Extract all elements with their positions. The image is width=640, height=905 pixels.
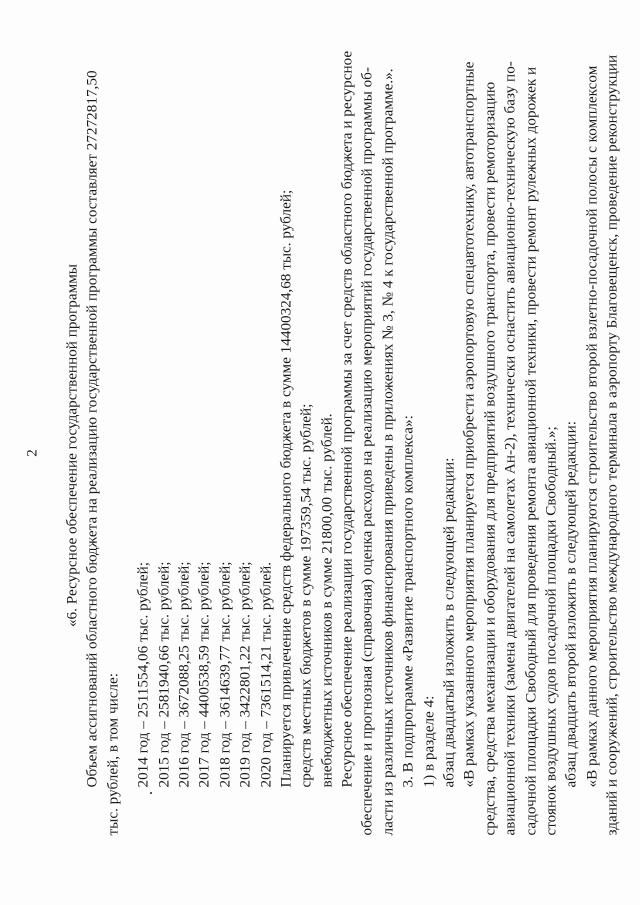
section-title: «6. Ресурсное обеспечение государственной программы xyxy=(63,263,80,627)
para22-line-2: зданий и сооружений, строительство международного терминала в аэропорту Благовещенск, проведение реконструкции xyxy=(603,54,621,835)
para20-line-2: средства, средства механизации и оборудования для предприятий воздушного транспорта, провести ремоторизацию xyxy=(480,81,498,835)
para20-line-1: «В рамках указанного мероприятия планируется приобрести аэропортовую спецавтотехнику, автотранспортные xyxy=(460,61,478,787)
para20-line-3: авиационной техники (замена двигателей на самолетах Ан-2), технически оснастить авиационно-техническую базу по- xyxy=(501,60,519,835)
resource-paragraph-line-1: Ресурсное обеспечение реализации государственной программы за счет средств областного бюджета и ресурсное xyxy=(338,50,356,787)
resource-paragraph-line-2: обеспечение и прогнозная (справочная) оценка расходов на реализацию мероприятий государственной программы об- xyxy=(358,66,376,835)
para20-line-4: садочной площадки Свободный для проведения ремонта авиационной техники, провести ремонт рулежных дорожек и xyxy=(521,66,539,835)
year-line-2015: 2015 год – 2581940,66 тыс. рублей; xyxy=(154,560,172,787)
year-line-2020: 2020 год – 7361514,21 тыс. рублей. xyxy=(256,561,274,787)
budget-paragraph-line-1: Объем ассигнований областного бюджета на реализацию государственной программы составляет 27272817,50 xyxy=(83,69,101,787)
year-line-2019: 2019 год – 3422801,22 тыс. рублей; xyxy=(236,560,254,787)
para20-line-5: стоянок воздушных судов посадочной площадки Свободный.»; xyxy=(541,425,559,835)
paragraph-22-intro: абзац двадцать второй изложить в следующей редакции: xyxy=(562,420,580,787)
extrabudget-funding-line: внебюджетных источников в сумме 21800,00 тыс. рублей. xyxy=(317,413,335,787)
paragraph-20-intro: абзац двадцатый изложить в следующей редакции: xyxy=(440,457,458,787)
page-number: 2 xyxy=(24,448,40,457)
local-funding-line: средств местных бюджетов в сумме 197359,54 тыс. рублей; xyxy=(297,403,315,787)
para22-line-1: «В рамках данного мероприятия планируются строительство второй взлетно-посадочной полосы с комплексом xyxy=(582,65,600,787)
year-line-2014: 2014 год – 2511554,06 тыс. рублей; xyxy=(134,561,152,787)
budget-paragraph-line-2: тыс. рублей, в том числе: xyxy=(103,672,121,835)
section-4-line: 1) в разделе 4: xyxy=(419,695,437,787)
subprogram-heading: 3. В подпрограмме «Развитие транспортного комплекса»: xyxy=(399,414,417,787)
federal-funding-line: Планируется привлечение средств федерального бюджета в сумме 14400324,68 тыс. рублей; xyxy=(276,189,294,787)
document-body xyxy=(62,50,623,835)
year-line-2017: 2017 год – 4400538,59 тыс. рублей; xyxy=(195,560,213,787)
resource-paragraph-line-3: ласти из различных источников финансирования приведены в приложениях № 3, № 4 к государственной программе.». xyxy=(378,67,396,835)
year-line-2018: 2018 год – 3614639,77 тыс. рублей; xyxy=(215,560,233,787)
year-line-2016: 2016 год – 3672088,25 тыс. рублей; xyxy=(174,560,192,787)
